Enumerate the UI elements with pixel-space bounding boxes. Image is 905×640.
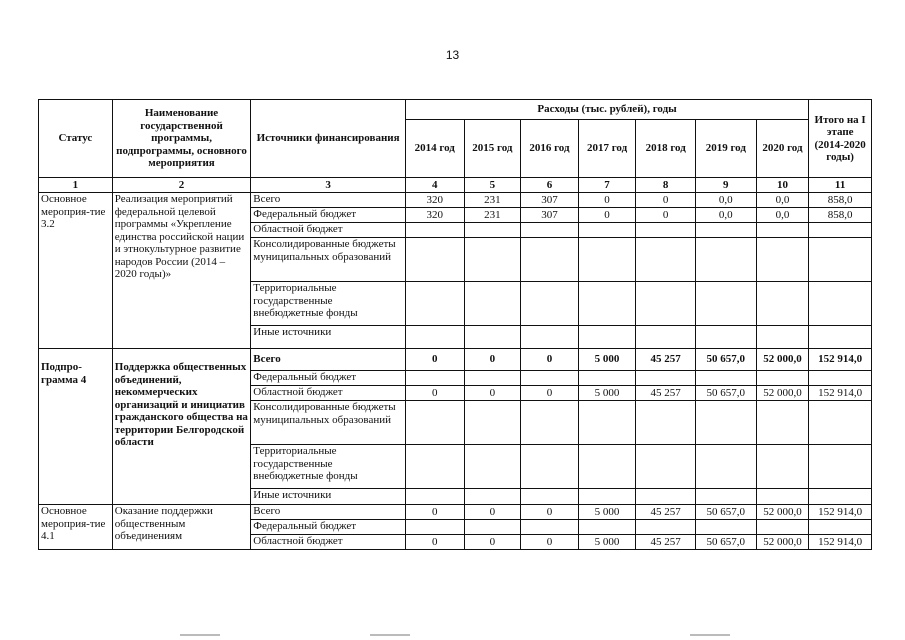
value-cell: 152 914,0 bbox=[809, 386, 872, 401]
value-cell bbox=[809, 238, 872, 282]
value-cell: 52 000,0 bbox=[756, 505, 809, 520]
value-cell bbox=[405, 401, 464, 445]
value-cell bbox=[809, 282, 872, 326]
value-cell bbox=[809, 371, 872, 386]
scan-artifact bbox=[690, 634, 730, 636]
value-cell: 0 bbox=[405, 386, 464, 401]
value-cell: 152 914,0 bbox=[809, 505, 872, 520]
value-cell: 45 257 bbox=[636, 349, 696, 371]
value-cell bbox=[636, 445, 696, 489]
value-cell: 858,0 bbox=[809, 193, 872, 208]
value-cell: 52 000,0 bbox=[756, 535, 809, 550]
value-cell bbox=[578, 371, 636, 386]
value-cell bbox=[464, 371, 521, 386]
value-cell bbox=[695, 401, 756, 445]
column-number: 4 bbox=[405, 178, 464, 193]
value-cell bbox=[405, 371, 464, 386]
column-number: 2 bbox=[112, 178, 250, 193]
source-cell: Всего bbox=[251, 193, 406, 208]
column-number: 5 bbox=[464, 178, 521, 193]
value-cell bbox=[464, 282, 521, 326]
value-cell: 5 000 bbox=[578, 386, 636, 401]
value-cell bbox=[756, 520, 809, 535]
value-cell bbox=[578, 520, 636, 535]
page-number: 13 bbox=[445, 48, 460, 62]
value-cell: 0 bbox=[521, 349, 579, 371]
value-cell: 320 bbox=[405, 208, 464, 223]
value-cell bbox=[521, 282, 579, 326]
value-cell bbox=[809, 223, 872, 238]
value-cell bbox=[521, 401, 579, 445]
value-cell: 5 000 bbox=[578, 349, 636, 371]
value-cell: 0,0 bbox=[695, 193, 756, 208]
value-cell: 45 257 bbox=[636, 505, 696, 520]
value-cell bbox=[809, 520, 872, 535]
value-cell: 0 bbox=[405, 349, 464, 371]
value-cell bbox=[756, 238, 809, 282]
value-cell: 50 657,0 bbox=[695, 349, 756, 371]
value-cell bbox=[405, 223, 464, 238]
source-cell: Консолидированные бюджеты муниципальных образований bbox=[251, 401, 406, 445]
value-cell bbox=[521, 326, 579, 349]
value-cell bbox=[636, 520, 696, 535]
source-cell: Иные источники bbox=[251, 489, 406, 505]
value-cell bbox=[695, 326, 756, 349]
scan-artifact bbox=[370, 634, 410, 636]
status-cell: Основное мероприя-тие 4.1 bbox=[39, 505, 113, 550]
value-cell: 307 bbox=[521, 193, 579, 208]
source-cell: Консолидированные бюджеты муниципальных образований bbox=[251, 238, 406, 282]
value-cell: 52 000,0 bbox=[756, 386, 809, 401]
value-cell bbox=[636, 223, 696, 238]
value-cell: 0 bbox=[578, 208, 636, 223]
value-cell: 320 bbox=[405, 193, 464, 208]
value-cell: 307 bbox=[521, 208, 579, 223]
value-cell bbox=[809, 401, 872, 445]
source-cell: Областной бюджет bbox=[251, 386, 406, 401]
value-cell bbox=[464, 520, 521, 535]
value-cell bbox=[464, 445, 521, 489]
column-number: 8 bbox=[636, 178, 696, 193]
value-cell: 231 bbox=[464, 193, 521, 208]
value-cell bbox=[636, 238, 696, 282]
column-number: 11 bbox=[809, 178, 872, 193]
value-cell bbox=[405, 282, 464, 326]
column-number: 9 bbox=[695, 178, 756, 193]
value-cell bbox=[521, 520, 579, 535]
value-cell: 52 000,0 bbox=[756, 349, 809, 371]
value-cell: 5 000 bbox=[578, 505, 636, 520]
value-cell: 0,0 bbox=[695, 208, 756, 223]
value-cell: 50 657,0 bbox=[695, 535, 756, 550]
value-cell bbox=[695, 489, 756, 505]
table-row bbox=[39, 349, 872, 371]
value-cell bbox=[521, 371, 579, 386]
program-name-cell: Реализация мероприятий федеральной целевой программы «Укрепление единства российской нации и этнокультурное развитие народов России (2014 – 2020 годы)» bbox=[112, 193, 250, 349]
value-cell bbox=[464, 401, 521, 445]
value-cell bbox=[756, 223, 809, 238]
value-cell bbox=[405, 489, 464, 505]
source-cell: Территориальные государственные внебюджетные фонды bbox=[251, 445, 406, 489]
budget-table bbox=[38, 99, 872, 550]
value-cell bbox=[578, 223, 636, 238]
value-cell bbox=[636, 371, 696, 386]
value-cell bbox=[578, 238, 636, 282]
value-cell: 231 bbox=[464, 208, 521, 223]
value-cell: 45 257 bbox=[636, 535, 696, 550]
value-cell bbox=[756, 445, 809, 489]
value-cell bbox=[695, 371, 756, 386]
header-source: Источники финансирования bbox=[251, 100, 406, 178]
value-cell bbox=[405, 520, 464, 535]
header-year: 2014 год bbox=[405, 120, 464, 178]
value-cell bbox=[636, 401, 696, 445]
value-cell bbox=[695, 238, 756, 282]
value-cell bbox=[695, 282, 756, 326]
value-cell: 0 bbox=[578, 193, 636, 208]
value-cell bbox=[464, 223, 521, 238]
value-cell bbox=[695, 520, 756, 535]
source-cell: Областной бюджет bbox=[251, 535, 406, 550]
header-year: 2020 год bbox=[756, 120, 809, 178]
program-name-cell: Оказание поддержки общественным объединениям bbox=[112, 505, 250, 550]
header-status: Статус bbox=[39, 100, 113, 178]
source-cell: Федеральный бюджет bbox=[251, 208, 406, 223]
value-cell bbox=[809, 326, 872, 349]
column-number: 10 bbox=[756, 178, 809, 193]
column-numbers-row bbox=[39, 178, 872, 193]
value-cell bbox=[521, 445, 579, 489]
value-cell: 0 bbox=[464, 505, 521, 520]
value-cell bbox=[464, 238, 521, 282]
value-cell: 0 bbox=[405, 505, 464, 520]
table-row bbox=[39, 193, 872, 208]
value-cell: 0,0 bbox=[756, 193, 809, 208]
value-cell bbox=[695, 445, 756, 489]
header-year: 2016 год bbox=[521, 120, 579, 178]
value-cell bbox=[756, 326, 809, 349]
value-cell bbox=[695, 223, 756, 238]
value-cell: 0 bbox=[464, 349, 521, 371]
value-cell: 0 bbox=[464, 386, 521, 401]
value-cell: 0,0 bbox=[756, 208, 809, 223]
header-year: 2017 год bbox=[578, 120, 636, 178]
value-cell: 0 bbox=[405, 535, 464, 550]
column-number: 6 bbox=[521, 178, 579, 193]
value-cell bbox=[578, 489, 636, 505]
value-cell bbox=[464, 489, 521, 505]
value-cell bbox=[756, 282, 809, 326]
column-number: 3 bbox=[251, 178, 406, 193]
source-cell: Всего bbox=[251, 349, 406, 371]
column-number: 7 bbox=[578, 178, 636, 193]
value-cell: 858,0 bbox=[809, 208, 872, 223]
header-year: 2019 год bbox=[695, 120, 756, 178]
source-cell: Областной бюджет bbox=[251, 223, 406, 238]
value-cell bbox=[756, 401, 809, 445]
source-cell: Федеральный бюджет bbox=[251, 371, 406, 386]
value-cell bbox=[809, 489, 872, 505]
value-cell bbox=[756, 489, 809, 505]
header-total: Итого на I этапе (2014-2020 годы) bbox=[809, 100, 872, 178]
table-row bbox=[39, 505, 872, 520]
value-cell: 50 657,0 bbox=[695, 505, 756, 520]
scan-artifact bbox=[180, 634, 220, 636]
value-cell bbox=[809, 445, 872, 489]
value-cell: 5 000 bbox=[578, 535, 636, 550]
value-cell bbox=[405, 445, 464, 489]
source-cell: Всего bbox=[251, 505, 406, 520]
value-cell: 0 bbox=[521, 386, 579, 401]
value-cell: 0 bbox=[521, 535, 579, 550]
value-cell bbox=[636, 326, 696, 349]
header-name: Наименование государственной программы, подпрограммы, основного мероприятия bbox=[112, 100, 250, 178]
status-cell: Подпро-грамма 4 bbox=[39, 349, 113, 505]
value-cell: 50 657,0 bbox=[695, 386, 756, 401]
status-cell: Основное мероприя-тие 3.2 bbox=[39, 193, 113, 349]
header-year: 2015 год bbox=[464, 120, 521, 178]
value-cell: 0 bbox=[464, 535, 521, 550]
value-cell bbox=[521, 238, 579, 282]
value-cell bbox=[578, 326, 636, 349]
value-cell bbox=[636, 489, 696, 505]
column-number: 1 bbox=[39, 178, 113, 193]
value-cell bbox=[405, 326, 464, 349]
value-cell bbox=[756, 371, 809, 386]
header-year: 2018 год bbox=[636, 120, 696, 178]
value-cell: 0 bbox=[521, 505, 579, 520]
value-cell: 45 257 bbox=[636, 386, 696, 401]
program-name-cell: Поддержка общественных объединений, некоммерческих организаций и инициатив гражданского общества на территории Белгородской области bbox=[112, 349, 250, 505]
source-cell: Иные источники bbox=[251, 326, 406, 349]
value-cell bbox=[578, 401, 636, 445]
value-cell: 0 bbox=[636, 208, 696, 223]
source-cell: Федеральный бюджет bbox=[251, 520, 406, 535]
value-cell bbox=[405, 238, 464, 282]
value-cell: 0 bbox=[636, 193, 696, 208]
value-cell bbox=[464, 326, 521, 349]
value-cell bbox=[521, 223, 579, 238]
value-cell: 152 914,0 bbox=[809, 535, 872, 550]
value-cell: 152 914,0 bbox=[809, 349, 872, 371]
value-cell bbox=[578, 445, 636, 489]
value-cell bbox=[521, 489, 579, 505]
source-cell: Территориальные государственные внебюджетные фонды bbox=[251, 282, 406, 326]
value-cell bbox=[636, 282, 696, 326]
header-expenses: Расходы (тыс. рублей), годы bbox=[405, 100, 808, 120]
value-cell bbox=[578, 282, 636, 326]
